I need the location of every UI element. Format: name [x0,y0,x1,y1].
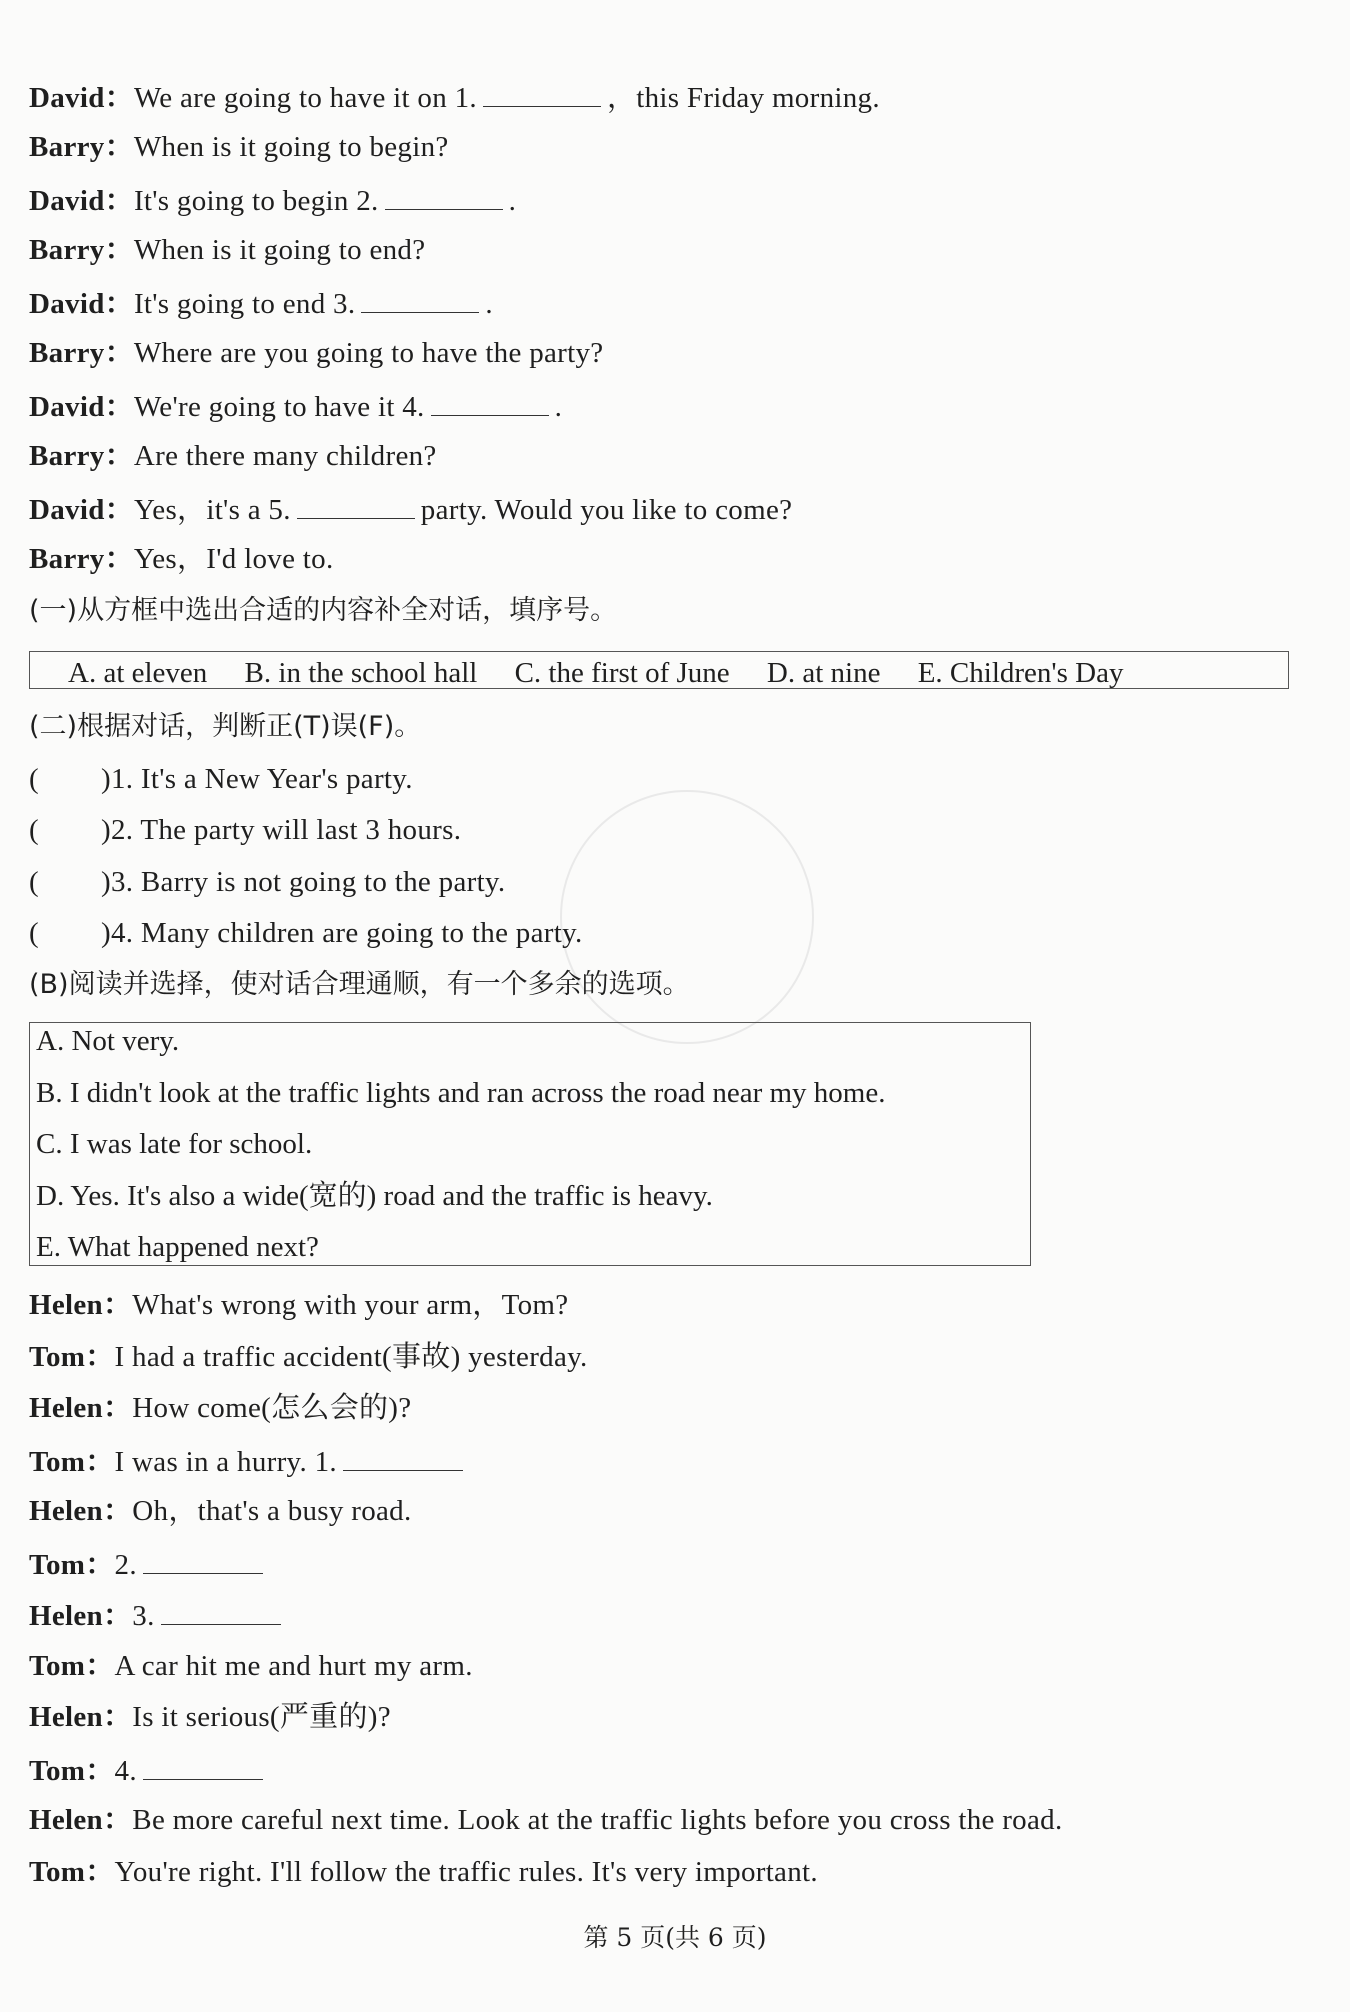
speaker-label: Tom： [29,1755,115,1787]
dialog-2-line [29,1854,1310,1890]
line-text: Are there many children? [133,440,437,472]
speaker-label: Tom： [29,1650,115,1682]
page-footer: 第 5 页(共 6 页) [583,1923,767,1952]
speaker-label: Barry： [29,234,134,266]
dialog-2-line [29,1802,1310,1838]
dialog-2-line [29,1493,1310,1529]
section-b-heading: (B)阅读并选择，使对话合理通顺，有一个多余的选项。 [29,969,690,1000]
tf-text: Many children are going to the party. [140,917,583,949]
dialog-1-line [29,387,1310,425]
speaker-label: Helen： [29,1289,133,1321]
speaker-label: David： [29,185,134,217]
line-text: When is it going to begin? [133,131,449,163]
option-e: E. Children's Day [917,657,1124,689]
tf-item [29,761,1310,797]
answer-blank[interactable] [343,1442,463,1471]
speaker-label: Helen： [29,1392,133,1424]
dialog-1-line [29,181,1310,219]
answer-paren[interactable]: ( [29,866,39,898]
line-text: Oh，that's a busy road. [132,1495,412,1527]
option-c: C. the first of June [514,657,730,689]
option-d: D. at nine [766,657,881,689]
answer-blank[interactable] [385,181,503,210]
dialog-2-line [29,1287,1310,1323]
speaker-label: David： [29,494,134,526]
dialog-2-line [29,1751,1310,1789]
line-text: Yes，it's a 5. [133,494,291,526]
dialog-2-line [29,1596,1310,1634]
tf-number: )3. [101,866,134,898]
tf-number: )1. [101,763,134,795]
option-b: B. in the school hall [244,657,478,689]
line-text: We're going to have it 4. [133,391,425,423]
answer-blank[interactable] [297,490,415,519]
line-text: It's going to end 3. [133,288,356,320]
answer-blank[interactable] [143,1751,263,1780]
option-b-b: B. I didn't look at the traffic lights and ran across the road near my home. [36,1077,886,1109]
line-text: When is it going to end? [133,234,426,266]
answer-blank[interactable] [143,1545,263,1574]
option-b-e: E. What happened next? [36,1231,319,1263]
speaker-label: Tom： [29,1446,115,1478]
option-a: A. at eleven [68,657,208,689]
line-text: Be more careful next time. Look at the traffic lights before you cross the road. [132,1804,1063,1836]
tf-text: Barry is not going to the party. [140,866,506,898]
answer-blank[interactable] [361,284,479,313]
speaker-label: Helen： [29,1600,133,1632]
line-text-after: party. Would you like to come? [420,494,793,526]
dialog-1-line [29,129,1310,165]
line-text: 2. [114,1549,137,1581]
line-text: Yes，I'd love to. [133,543,334,575]
line-text: 3. [132,1600,155,1632]
dialog-1-line [29,232,1310,268]
line-text: I had a traffic accident(事故) yesterday. [114,1341,588,1373]
tf-text: It's a New Year's party. [140,763,413,795]
speaker-label: Tom： [29,1549,115,1581]
answer-blank[interactable] [483,78,601,107]
line-text: Where are you going to have the party? [133,337,604,369]
section-2-heading: (二)根据对话，判断正(T)误(F)。 [29,711,422,742]
options-row-1 [68,655,1153,691]
line-text-after: . [554,391,563,423]
speaker-label: Barry： [29,440,134,472]
speaker-label: Barry： [29,131,134,163]
dialog-1-line [29,438,1310,474]
dialog-1-line [29,335,1310,371]
tf-item [29,915,1310,951]
tf-item [29,864,1310,900]
speaker-label: Helen： [29,1701,133,1733]
line-text: How come(怎么会的)? [132,1392,412,1424]
answer-paren[interactable]: ( [29,917,39,949]
speaker-label: David： [29,391,134,423]
option-b-d: D. Yes. It's also a wide(宽的) road and the traffic is heavy. [36,1180,713,1212]
speaker-label: David： [29,82,134,114]
dialog-2-line [29,1545,1310,1583]
line-text: 4. [114,1755,137,1787]
dialog-2-line [29,1442,1310,1480]
line-text: It's going to begin 2. [133,185,379,217]
answer-paren[interactable]: ( [29,814,39,846]
answer-blank[interactable] [161,1596,281,1625]
speaker-label: Helen： [29,1495,133,1527]
dialog-1-line [29,490,1310,528]
section-1-heading: (一)从方框中选出合适的内容补全对话，填序号。 [29,595,618,626]
dialog-2-line [29,1339,1310,1375]
dialog-2-line [29,1648,1310,1684]
tf-number: )2. [101,814,134,846]
line-text: I was in a hurry. 1. [114,1446,337,1478]
line-text-after: . [485,288,493,320]
option-b-a: A. Not very. [36,1025,180,1057]
answer-blank[interactable] [431,387,549,416]
tf-item [29,812,1310,848]
line-text: A car hit me and hurt my arm. [114,1650,473,1682]
dialog-2-line [29,1390,1310,1426]
speaker-label: Tom： [29,1341,115,1373]
tf-text: The party will last 3 hours. [140,814,462,846]
dialog-2-line [29,1699,1310,1735]
tf-number: )4. [101,917,134,949]
answer-paren[interactable]: ( [29,763,39,795]
speaker-label: Helen： [29,1804,133,1836]
speaker-label: Tom： [29,1856,115,1888]
option-b-c: C. I was late for school. [36,1128,313,1160]
speaker-label: Barry： [29,543,134,575]
dialog-1-line [29,78,1310,116]
line-text-after: ，this Friday morning. [606,82,880,114]
line-text: Is it serious(严重的)? [132,1701,391,1733]
line-text: We are going to have it on 1. [133,82,477,114]
line-text: You're right. I'll follow the traffic rules. It's very important. [114,1856,818,1888]
line-text-after: . [508,185,517,217]
dialog-1-line [29,541,1310,577]
speaker-label: Barry： [29,337,134,369]
dialog-1-line [29,284,1310,322]
speaker-label: David： [29,288,134,320]
line-text: What's wrong with your arm，Tom? [132,1289,569,1321]
